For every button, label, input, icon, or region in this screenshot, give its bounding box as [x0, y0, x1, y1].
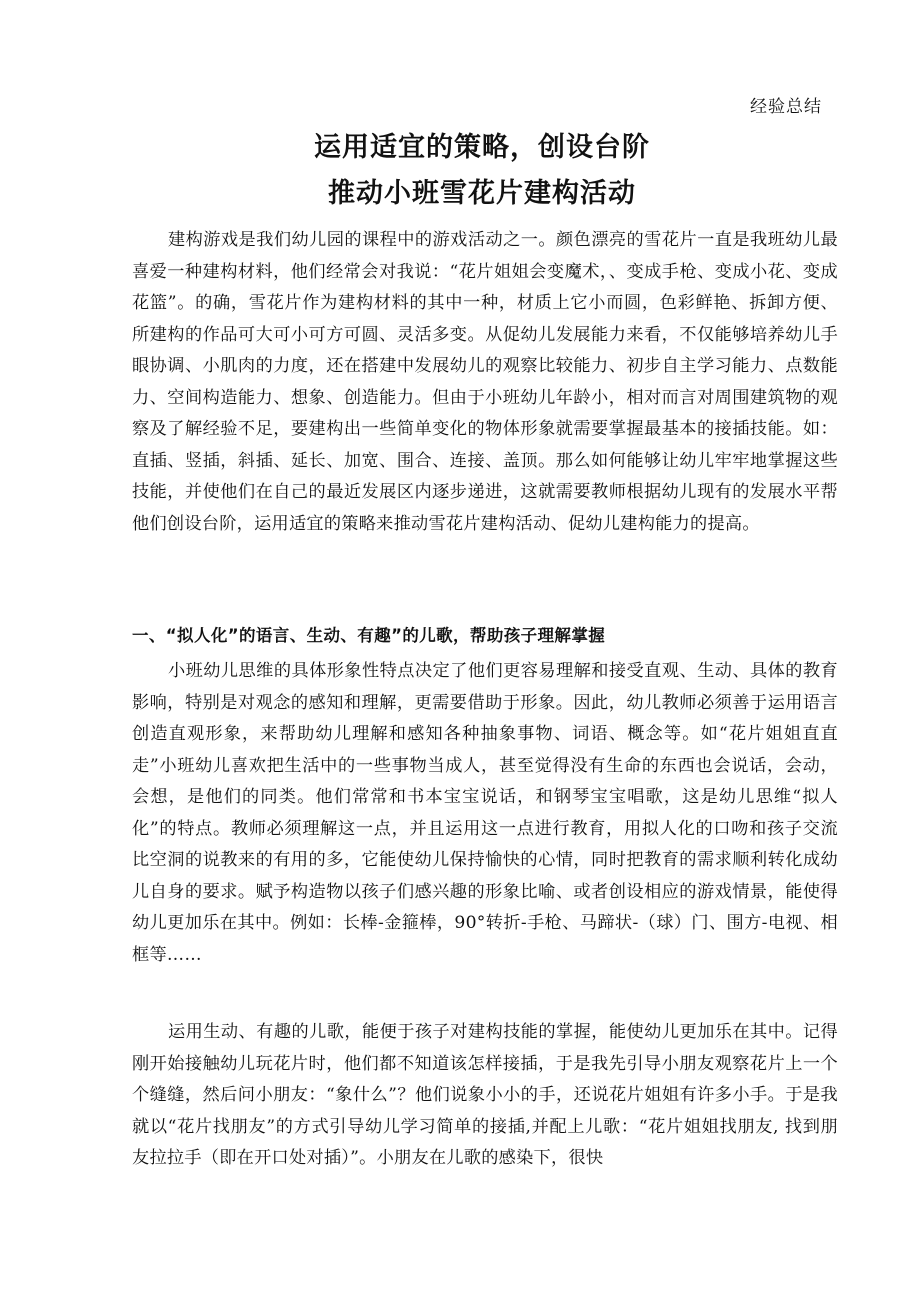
intro-paragraph: 建构游戏是我们幼儿园的课程中的游戏活动之一。颜色漂亮的雪花片一直是我班幼儿最喜爱一种建构材料，他们经常会对我说：“花片姐姐会变魔术，、变成手枪、变成小花、变成花篮”。的确，雪花片作为建构材料的其中一种，材质上它小而圆，色彩鲜艳、拆卸方便、所建构的作品可大可小可方可圆、灵活多变。从促幼儿发展能力来看，不仅能够培养幼儿手眼协调、小肌肉的力度，还在搭建中发展幼儿的观察比较能力、初步自主学习能力、点数能力、空间构造能力、想象、创造能力。但由于小班幼儿年龄小，相对而言对周围建筑物的观察及了解经验不足，要建构出一些简单变化的物体形象就需要掌握最基本的接插技能。如：直插、竖插，斜插、延长、加宽、围合、连接、盖顶。那么如何能够让幼儿牢牢地掌握这些技能，并使他们在自己的最近发展区内逐步递进，这就需要教师根据幼儿现有的发展水平帮他们创设台阶，运用适宜的策略来推动雪花片建构活动、促幼儿建构能力的提高。	[132, 230, 838, 534]
document-title-line-2: 推动小班雪花片建构活动	[328, 178, 636, 209]
section-1-paragraph-1: 小班幼儿思维的具体形象性特点决定了他们更容易理解和接受直观、生动、具体的教育影响，特别是对观念的感知和理解，更需要借助于形象。因此，幼儿教师必须善于运用语言创造直观形象，来帮助幼儿理解和感知各种抽象事物、词语、概念等。如“花片姐姐直直走”小班幼儿喜欢把生活中的一些事物当成人，甚至觉得没有生命的东西也会说话，会动，会想，是他们的同类。他们常常和书本宝宝说话，和钢琴宝宝唱歌，这是幼儿思维“拟人化”的特点。教师必须理解这一点，并且运用这一点进行教育，用拟人化的口吻和孩子交流比空洞的说教来的有用的多，它能使幼儿保持愉快的心情，同时把教育的需求顺利转化成幼儿自身的要求。赋予构造物以孩子们感兴趣的形象比喻、或者创设相应的游戏情景，能使得幼儿更加乐在其中。例如：长棒-金箍棒，90°转折-手枪、马蹄状-（球）门、围方-电视、相框等……	[132, 661, 838, 965]
document-type-label: 经验总结	[750, 97, 822, 117]
section-1-paragraph-2: 运用生动、有趣的儿歌，能便于孩子对建构技能的掌握，能使幼儿更加乐在其中。记得刚开始接触幼儿玩花片时，他们都不知道该怎样接插，于是我先引导小朋友观察花片上一个个缝缝，然后问小朋友：“象什么”？他们说象小小的手，还说花片姐姐有许多小手。于是我就以“花片找朋友”的方式引导幼儿学习简单的接插,并配上儿歌：“花片姐姐找朋友, 找到朋友拉拉手（即在开口处对插）”。小朋友在儿歌的感染下，很快	[132, 1022, 838, 1168]
section-1-heading: 一、“拟人化”的语言、生动、有趣”的儿歌，帮助孩子理解掌握	[132, 626, 606, 645]
document-title-line-1: 运用适宜的策略，创设台阶	[314, 132, 650, 163]
